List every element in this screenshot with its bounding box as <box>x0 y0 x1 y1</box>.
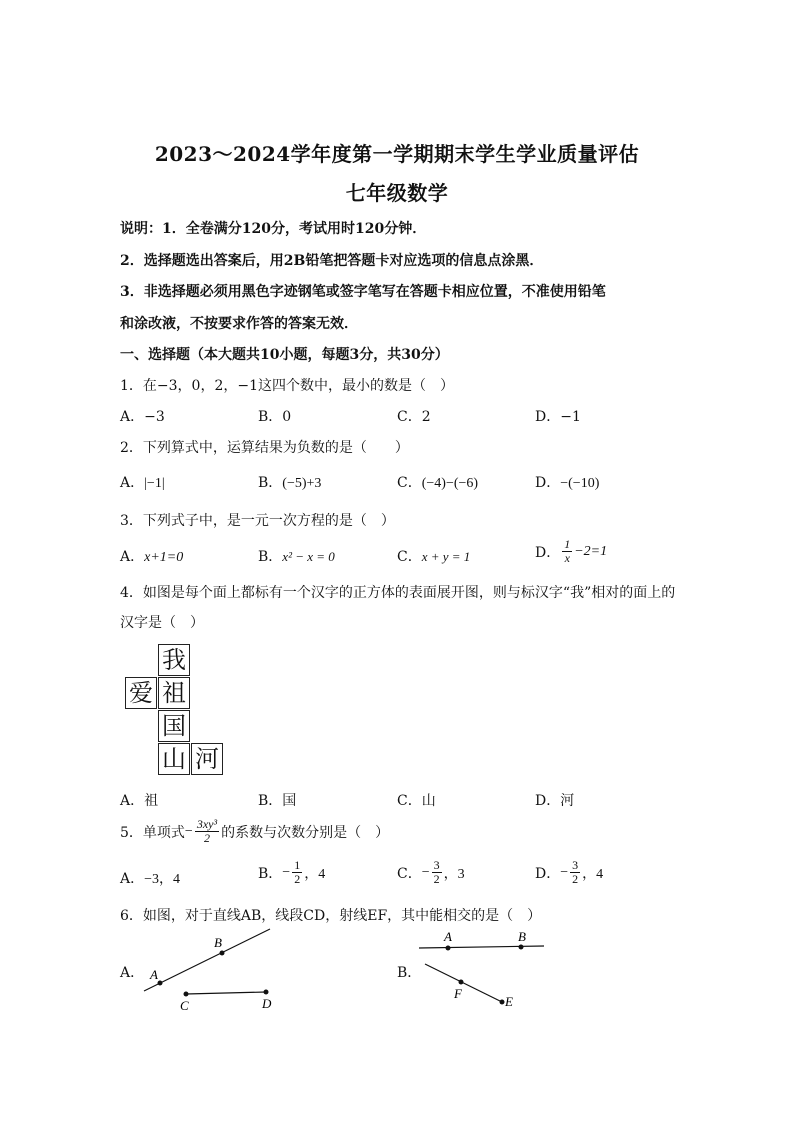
q5-option-a: A．−3，4 <box>120 871 181 887</box>
instruction-1: 说明：1．全卷满分120分，考试用时120分钟． <box>120 221 427 237</box>
q1-option-b: B．0 <box>258 409 292 425</box>
instruction-3-cont: 和涂改液，不按要求作答的答案无效． <box>120 316 358 332</box>
net-face-ai: 爱 <box>125 677 157 709</box>
q4-option-a: A．祖 <box>120 793 159 809</box>
q4-option-d: D．河 <box>535 793 575 809</box>
q3-option-c: C．x + y = 1 <box>397 549 471 565</box>
q5-option-d: D． − $\frac{3}{2}$ ，4 <box>535 858 604 886</box>
line-ab <box>419 946 544 948</box>
q3-option-d: D． $\frac{1}{x}$ −2=1 <box>535 537 608 565</box>
net-face-wo: 我 <box>158 644 190 676</box>
label-d: D <box>262 996 272 1011</box>
q4-option-c: C．山 <box>397 793 436 809</box>
q2-option-b: B．(−5)+3 <box>258 475 322 491</box>
q1-stem: 1．在−3，0，2，−1这四个数中，最小的数是（ ） <box>120 378 454 394</box>
exam-title: 2023～2024学年度第一学期期末学生学业质量评估 <box>154 142 640 166</box>
q6-stem: 6．如图，对于直线AB，线段CD，射线EF，其中能相交的是（ ） <box>120 908 542 924</box>
point-b-dot <box>220 951 225 956</box>
label-e: E <box>505 994 513 1009</box>
label-f: F <box>454 986 462 1001</box>
net-face-zu: 祖 <box>158 677 190 709</box>
q2-stem: 2．下列算式中，运算结果为负数的是（ ） <box>120 440 409 456</box>
instruction-2: 2．选择题选出答案后，用2B铅笔把答题卡对应选项的信息点涂黑． <box>120 253 544 269</box>
label-c: C <box>180 998 189 1013</box>
q1-option-c: C．2 <box>397 409 431 425</box>
q6-figure-a <box>140 925 280 1015</box>
point-d-dot <box>264 990 269 995</box>
q6-option-b-label: B． <box>397 965 422 981</box>
segment-cd <box>186 992 266 994</box>
q4-stem-line1: 4．如图是每个面上都标有一个汉字的正方体的表面展开图，则与标汉字“我”相对的面上的 <box>120 585 676 601</box>
point-a-dot <box>446 946 451 951</box>
net-face-guo: 国 <box>158 710 190 742</box>
q5-option-b: B． − $\frac{1}{2}$ ，4 <box>258 858 326 886</box>
q6-option-a-label: A． <box>120 965 145 981</box>
net-face-shan: 山 <box>158 743 190 775</box>
q3-option-a: A．x+1=0 <box>120 549 184 565</box>
point-f-dot <box>459 980 464 985</box>
line-ab <box>144 929 270 991</box>
instruction-3: 3．非选择题必须用黑色字迹钢笔或签字笔写在答题卡相应位置，不准使用铅笔 <box>120 284 606 300</box>
q3-option-b: B．x² − x = 0 <box>258 549 335 565</box>
net-face-he: 河 <box>191 743 223 775</box>
q5-stem: 5．单项式 − $\frac{\text{3xy³}}{2}$ 的系数与次数分别是（ ） <box>120 817 390 845</box>
section-heading: 一、选择题（本大题共10小题，每题3分，共30分） <box>120 347 449 363</box>
q1-option-a: A．−3 <box>120 409 165 425</box>
q1-option-d: D．−1 <box>535 409 581 425</box>
label-a: A <box>150 967 158 982</box>
label-a: A <box>444 929 452 944</box>
q2-option-c: C．(−4)−(−6) <box>397 475 479 491</box>
q2-option-a: A．|−1| <box>120 475 165 491</box>
ray-ef <box>425 964 502 1002</box>
point-b-dot <box>519 945 524 950</box>
point-c-dot <box>184 992 189 997</box>
point-a-dot <box>158 981 163 986</box>
q6-figure-b <box>415 928 555 1014</box>
q4-stem-line2: 汉字是（ ） <box>120 615 204 631</box>
label-b: B <box>214 935 222 950</box>
point-e-dot <box>500 1000 505 1005</box>
q4-option-b: B．国 <box>258 793 297 809</box>
q3-stem: 3．下列式子中，是一元一次方程的是（ ） <box>120 513 395 529</box>
q5-option-c: C． − $\frac{3}{2}$ ，3 <box>397 858 465 886</box>
exam-subtitle: 七年级数学 <box>345 181 449 205</box>
label-b: B <box>518 929 526 944</box>
q2-option-d: D．−(−10) <box>535 475 600 491</box>
